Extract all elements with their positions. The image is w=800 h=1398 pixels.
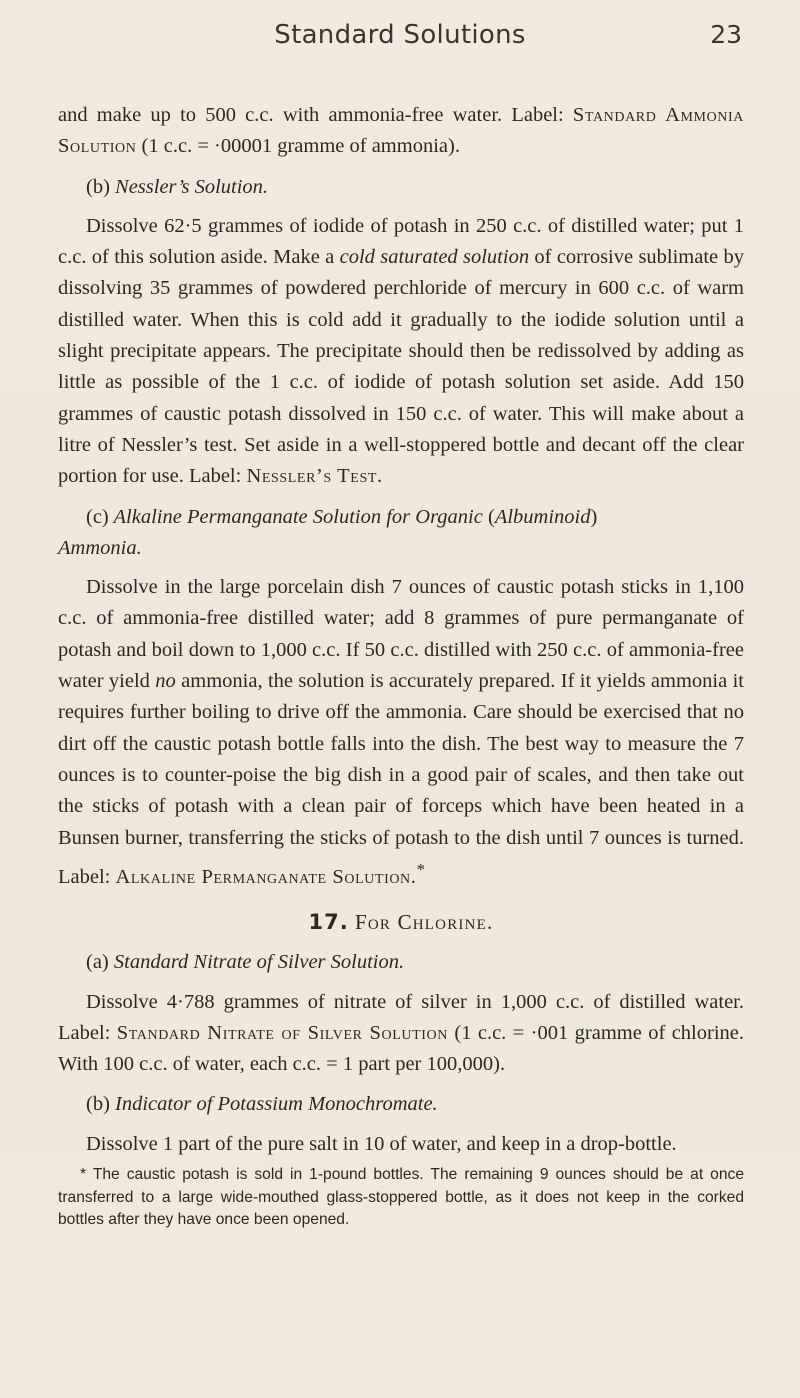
subheading-letter: (b)	[86, 1093, 110, 1116]
paragraph-indicator	[58, 1129, 744, 1160]
paragraph-ammonia-label	[58, 100, 744, 163]
paragraph-text: and make up to 500 c.c. with ammonia-free water. Label:	[58, 104, 573, 126]
paragraph-text: Dissolve 1 part of the pure salt in 10 of water, and keep in a drop-bottle.	[86, 1132, 677, 1155]
label-alkaline-permanganate: Alkaline Permanganate Solution.	[115, 865, 417, 888]
paragraph-text: Dissolve 62·5 grammes of iodide of potash in 250 c.c. of distilled water; put 1 c.c. of this solution aside. Make a	[58, 214, 744, 269]
subheading-indicator	[58, 1089, 744, 1120]
emphasis-no: no	[155, 670, 176, 693]
subheading-letter: (b)	[86, 175, 110, 198]
page-body	[58, 100, 744, 1232]
paragraph-text: ammonia, the solution is accurately prepared. If it yields ammonia it requires further boiling to drive off the ammonia. Care should be exercised that no dirt off the caustic potash bottle falls into the dish. The best way to measure the 7 ounces is to counter-poise the big dish in a good pair of scales, and then take out the sticks of potash with a clean pair of forceps which have been heated in a Bunsen burner, transferring the sticks of potash to the dish until 7 ounces is turned. Label:	[58, 670, 744, 888]
subheading-title: Ammonia.	[58, 536, 142, 559]
paragraph-nessler	[58, 211, 744, 493]
subheading-title: Indicator of Potassium Monochromate.	[109, 1093, 438, 1116]
label-standard-nitrate: Standard Nitrate of Silver Solution	[116, 1021, 448, 1044]
subheading-title: Nessler’s Solution.	[109, 175, 269, 198]
subheading-nitrate	[58, 947, 744, 978]
footnote-text: The caustic potash is sold in 1-pound bottles. The remaining 9 ounces should be at once transferred to a large wide-mouthed glass-stoppered bottle, as it does not keep in the corked bottles after they have once been opened.	[58, 1166, 744, 1229]
section-number: 17.	[308, 909, 349, 934]
paragraph-nitrate	[58, 987, 744, 1081]
section-title: For Chlorine.	[355, 909, 494, 934]
subheading-letter: (a)	[86, 951, 109, 974]
subheading-paren: (	[487, 505, 495, 528]
page-number: 23	[710, 20, 742, 49]
paragraph-text: Dissolve in the large porcelain dish 7 ounces of caustic potash sticks in 1,100 c.c. of ammonia-free distilled water; add 8 grammes of pure permanganate of potash and boil down to 1,000 c.c. If 50 c.c. distilled with 250 c.c. of ammonia-free water yield	[58, 576, 744, 693]
footnote-reference: *	[416, 859, 426, 879]
subheading-letter: (c)	[86, 505, 109, 528]
subheading-paren: )	[590, 505, 598, 528]
subheading-title: Albuminoid	[494, 505, 591, 528]
section-heading-chlorine	[58, 907, 744, 938]
subheading-permanganate	[58, 502, 744, 565]
paragraph-text: (1 c.c. = ·00001 gramme of ammonia).	[136, 135, 460, 158]
emphasis-cold-saturated: cold saturated solution	[339, 246, 530, 269]
running-title: Standard Solutions	[274, 20, 526, 50]
subheading-nessler	[58, 172, 744, 203]
label-nessler-test: Nessler’s Test.	[246, 465, 383, 488]
paragraph-text: of corrosive sublimate by dissolving 35 grammes of powdered perchloride of mercury in 600 c.c. of warm distilled water. When this is cold add it gradually to the iodide solution until a slight precipitate appears. The precipitate should then be redissolved by adding as little as possible of the 1 c.c. of iodide of potash solution set aside. Add 150 grammes of caustic potash dissolved in 150 c.c. of water. This will make about a litre of Nessler’s test. Set aside in a well-stoppered bottle and decant off the clear portion for use. Label:	[58, 246, 744, 488]
paragraph-text: Dissolve 4·788 grammes of nitrate of silver in 1,000 c.c. of distilled water. Label:	[58, 990, 744, 1044]
subheading-title: Alkaline Permanganate Solution for Organic	[108, 505, 488, 528]
paragraph-text: (1 c.c. = ·001 gramme of chlorine. With 100 c.c. of water, each c.c. = 1 part per 100,000).	[58, 1021, 744, 1076]
paragraph-permanganate	[58, 572, 744, 893]
subheading-title: Standard Nitrate of Silver Solution.	[108, 951, 405, 974]
footnote	[58, 1164, 744, 1232]
footnote-mark: *	[80, 1166, 87, 1184]
label-standard-ammonia: Standard Ammonia Solution	[58, 104, 744, 158]
running-head	[0, 20, 800, 70]
